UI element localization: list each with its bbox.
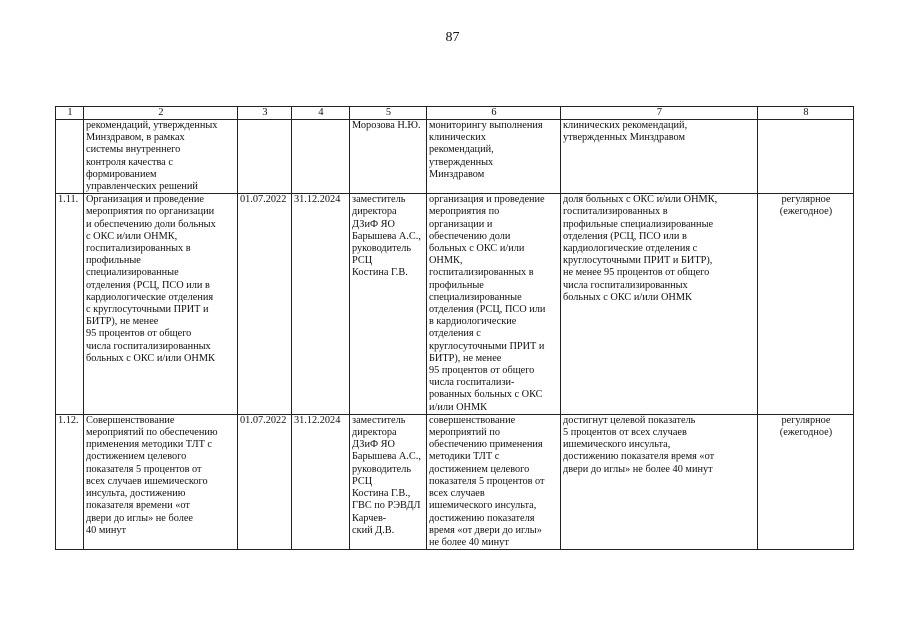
- column-number: 8: [758, 107, 854, 120]
- column-number: 7: [561, 107, 758, 120]
- end-date-cell: 31.12.2024: [292, 414, 350, 549]
- measure-cell: Организация и проведение мероприятия по организации и обеспечению доли больных с ОКС и/или ОНМК, госпитализированных в профильные специализированные отделения (РСЦ, ПСО или в кардиологические отделения с круглосуточными ПРИТ и БИТР), не менее 95 процентов от общего числа госпитализированных больных с ОКС и/или ОНМК: [84, 194, 238, 415]
- responsible-cell: заместитель директора ДЗиФ ЯО Барышева А.С., руководитель РСЦ Костина Г.В., ГВС по РЭВДЛ Карчев- ский Д.В.: [350, 414, 427, 549]
- end-date-cell: 31.12.2024: [292, 194, 350, 415]
- responsible-cell: заместитель директора ДЗиФ ЯО Барышева А.С., руководитель РСЦ Костина Г.В.: [350, 194, 427, 415]
- indicator-cell: достигнут целевой показатель 5 процентов от всех случаев ишемического инсульта, достижению показателя время «от двери до иглы» не более 40 минут: [561, 414, 758, 549]
- column-number: 2: [84, 107, 238, 120]
- table-row: [56, 414, 854, 549]
- column-number: 1: [56, 107, 84, 120]
- responsible-cell: Морозова Н.Ю.: [350, 120, 427, 194]
- start-date-cell: 01.07.2022: [238, 414, 292, 549]
- start-date-cell: 01.07.2022: [238, 194, 292, 415]
- plan-table: [55, 106, 854, 550]
- end-date-cell: [292, 120, 350, 194]
- frequency-cell: регулярное (ежегодное): [758, 414, 854, 549]
- frequency-cell: регулярное (ежегодное): [758, 194, 854, 415]
- column-number: 4: [292, 107, 350, 120]
- page-number: 87: [445, 30, 460, 45]
- frequency-cell: [758, 120, 854, 194]
- row-number: 1.11.: [56, 194, 84, 415]
- row-number: 1.12.: [56, 414, 84, 549]
- table-row: [56, 194, 854, 415]
- row-number: [56, 120, 84, 194]
- result-cell: организация и проведение мероприятия по организации и обеспечению доли больных с ОКС и/или ОНМК, госпитализированных в профильные специализированные отделения (РСЦ, ПСО или в кардиологические отделения с круглосуточными ПРИТ и БИТР), не менее 95 процентов от общего числа госпитализи- рованных больных с ОКС и/или ОНМК: [427, 194, 561, 415]
- column-number-row: [56, 107, 854, 120]
- start-date-cell: [238, 120, 292, 194]
- result-cell: мониторингу выполнения клинических рекомендаций, утвержденных Минздравом: [427, 120, 561, 194]
- result-cell: совершенствование мероприятий по обеспечению применения методики ТЛТ с достижением целевого показателя 5 процентов от всех случаев ишемического инсульта, достижению показателя время «от двери до иглы» не более 40 минут: [427, 414, 561, 549]
- indicator-cell: доля больных с ОКС и/или ОНМК, госпитализированных в профильные специализированные отделения (РСЦ, ПСО или в кардиологические отделения с круглосуточными ПРИТ и БИТР), не менее 95 процентов от общего числа госпитализированных больных с ОКС и/или ОНМК: [561, 194, 758, 415]
- column-number: 3: [238, 107, 292, 120]
- table-row: [56, 120, 854, 194]
- indicator-cell: клинических рекомендаций, утвержденных Минздравом: [561, 120, 758, 194]
- column-number: 6: [427, 107, 561, 120]
- measure-cell: Совершенствование мероприятий по обеспечению применения методики ТЛТ с достижением целевого показателя 5 процентов от всех случаев ишемического инсульта, достижению показателя времени «от двери до иглы» не более 40 минут: [84, 414, 238, 549]
- measure-cell: рекомендаций, утвержденных Минздравом, в рамках системы внутреннего контроля качества с формированием управленческих решений: [84, 120, 238, 194]
- column-number: 5: [350, 107, 427, 120]
